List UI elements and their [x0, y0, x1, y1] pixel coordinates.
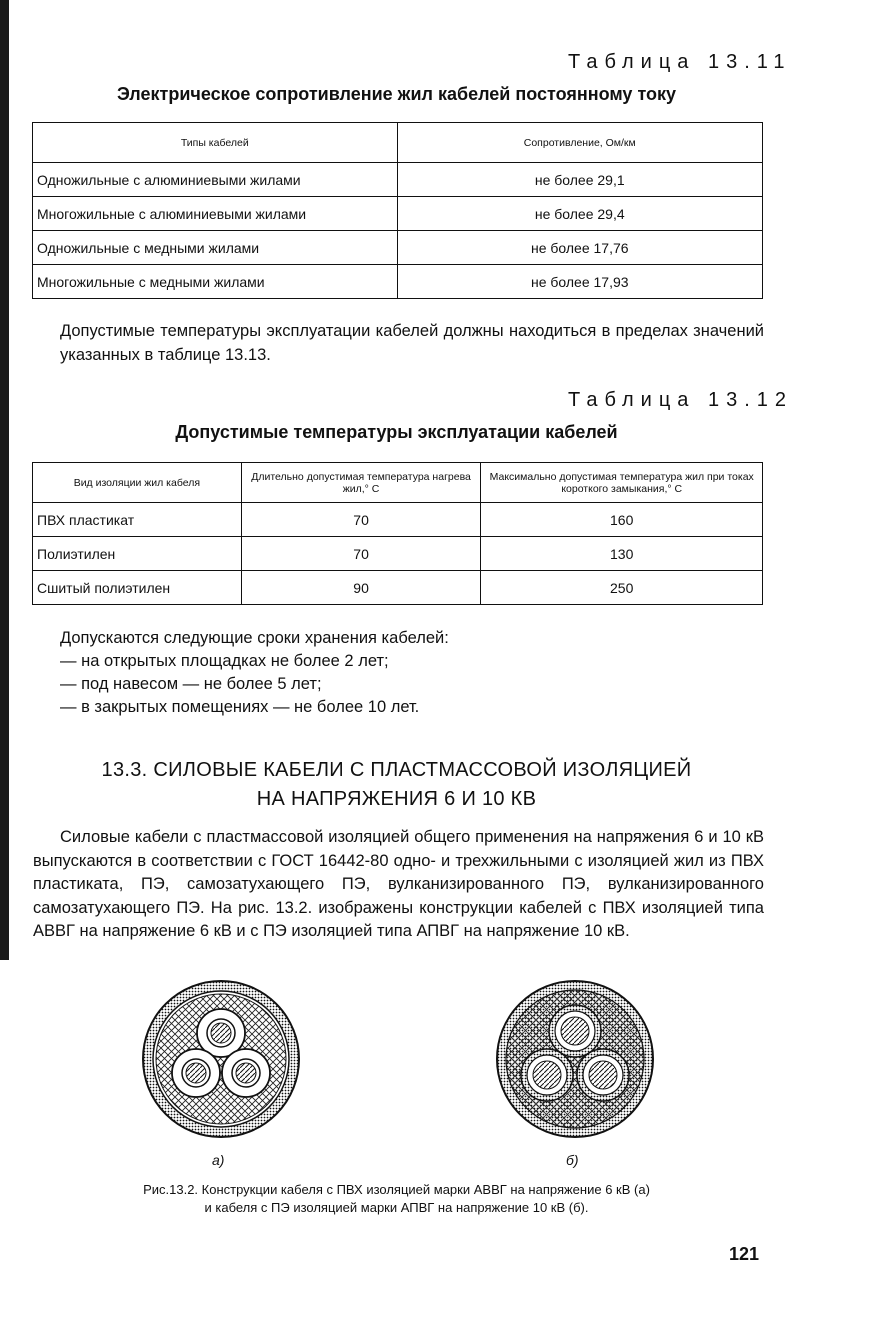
table-cell: Одножильные с алюминиевыми жилами: [33, 163, 398, 197]
table-row: [33, 231, 763, 265]
list-item: — на открытых площадках не более 2 лет;: [60, 652, 389, 670]
page-number: 121: [729, 1244, 760, 1264]
table-cell: Полиэтилен: [33, 537, 242, 571]
table-row: [33, 463, 763, 503]
table-cell: не более 29,1: [397, 163, 762, 197]
figure-caption-line1: Рис.13.2. Конструкции кабеля с ПВХ изоляцией марки АВВГ на напряжение 6 кВ (а): [143, 1182, 650, 1197]
table-row: [33, 503, 763, 537]
table-cell: не более 17,93: [397, 265, 762, 299]
section-heading-line1: 13.3. СИЛОВЫЕ КАБЕЛИ С ПЛАСТМАССОВОЙ ИЗОЛЯЦИЕЙ: [101, 759, 692, 781]
core-2: [521, 1049, 573, 1101]
storage-list: [60, 627, 449, 719]
figure-caption: [30, 1181, 763, 1217]
list-item: — в закрытых помещениях — не более 10 лет.: [60, 698, 420, 716]
table1: [32, 122, 763, 299]
cable-diagram-b: [494, 978, 656, 1140]
core-3: [222, 1049, 270, 1097]
core-1: [549, 1005, 601, 1057]
table1-header-resistance: Сопротивление, Ом/км: [397, 123, 762, 163]
figure-label-a: а): [212, 1152, 225, 1168]
table-cell: Многожильные с медными жилами: [33, 265, 398, 299]
table-row: [33, 123, 763, 163]
table-row: [33, 265, 763, 299]
table-row: [33, 571, 763, 605]
table-cell: ПВХ пластикат: [33, 503, 242, 537]
table1-title: Электрическое сопротивление жил кабелей постоянному току: [116, 84, 677, 104]
table2-title: Допустимые температуры эксплуатации кабелей: [175, 422, 618, 442]
paragraph-text: Допустимые температуры эксплуатации кабелей должны находиться в пределах значений указанных в таблице 13.13.: [60, 322, 764, 364]
scan-edge: [0, 0, 9, 960]
figure-caption-line2: и кабеля с ПЭ изоляцией марки АПВГ на напряжение 10 кВ (б).: [204, 1200, 589, 1215]
table-cell: Одножильные с медными жилами: [33, 231, 398, 265]
table-row: [33, 197, 763, 231]
table-cell: 130: [481, 537, 763, 571]
table-cell: Сшитый полиэтилен: [33, 571, 242, 605]
table1-label: Таблица 13.11: [568, 51, 792, 73]
storage-intro: Допускаются следующие сроки хранения кабелей:: [60, 629, 449, 647]
list-item: — под навесом — не более 5 лет;: [60, 675, 322, 693]
cable-diagram-a: [140, 978, 302, 1140]
table2: [32, 462, 763, 605]
core-2: [172, 1049, 220, 1097]
table-cell: не более 17,76: [397, 231, 762, 265]
table2-label: Таблица 13.12: [568, 389, 794, 411]
table-cell: не более 29,4: [397, 197, 762, 231]
table1-header-type: Типы кабелей: [33, 123, 398, 163]
table-cell: 70: [241, 503, 481, 537]
table-cell: Многожильные с алюминиевыми жилами: [33, 197, 398, 231]
table-row: [33, 537, 763, 571]
table2-header-short-circuit: Максимально допустимая температура жил при токах короткого замыкания,° С: [481, 463, 763, 503]
table-cell: 250: [481, 571, 763, 605]
figure-label-b: б): [566, 1152, 579, 1168]
table2-header-continuous: Длительно допустимая температура нагрева жил,° С: [241, 463, 481, 503]
paragraph-temperatures: [60, 320, 764, 367]
table2-header-insulation: Вид изоляции жил кабеля: [33, 463, 242, 503]
paragraph-text: Силовые кабели с пластмассовой изоляцией общего применения на напряжения 6 и 10 кВ выпускаются в соответствии с ГОСТ 16442-80 одно- и трехжильными с изоляцией жил из ПВХ пластиката, ПЭ, самозатухающего ПЭ, вулканизированного ПЭ, вулканизированного самозатухающего ПЭ. На рис. 13.2. изображены конструкции кабелей с ПВХ изоляцией типа АВВГ на напряжение 6 кВ и с ПЭ изоляцией типа АПВГ на напряжение 10 кВ.: [33, 828, 764, 940]
section-heading-line2: НА НАПРЯЖЕНИЯ 6 И 10 КВ: [256, 788, 537, 810]
paragraph-cables: [33, 826, 764, 944]
table-row: [33, 163, 763, 197]
core-3: [577, 1049, 629, 1101]
table-cell: 160: [481, 503, 763, 537]
table-cell: 90: [241, 571, 481, 605]
table-cell: 70: [241, 537, 481, 571]
section-heading: [30, 756, 763, 814]
